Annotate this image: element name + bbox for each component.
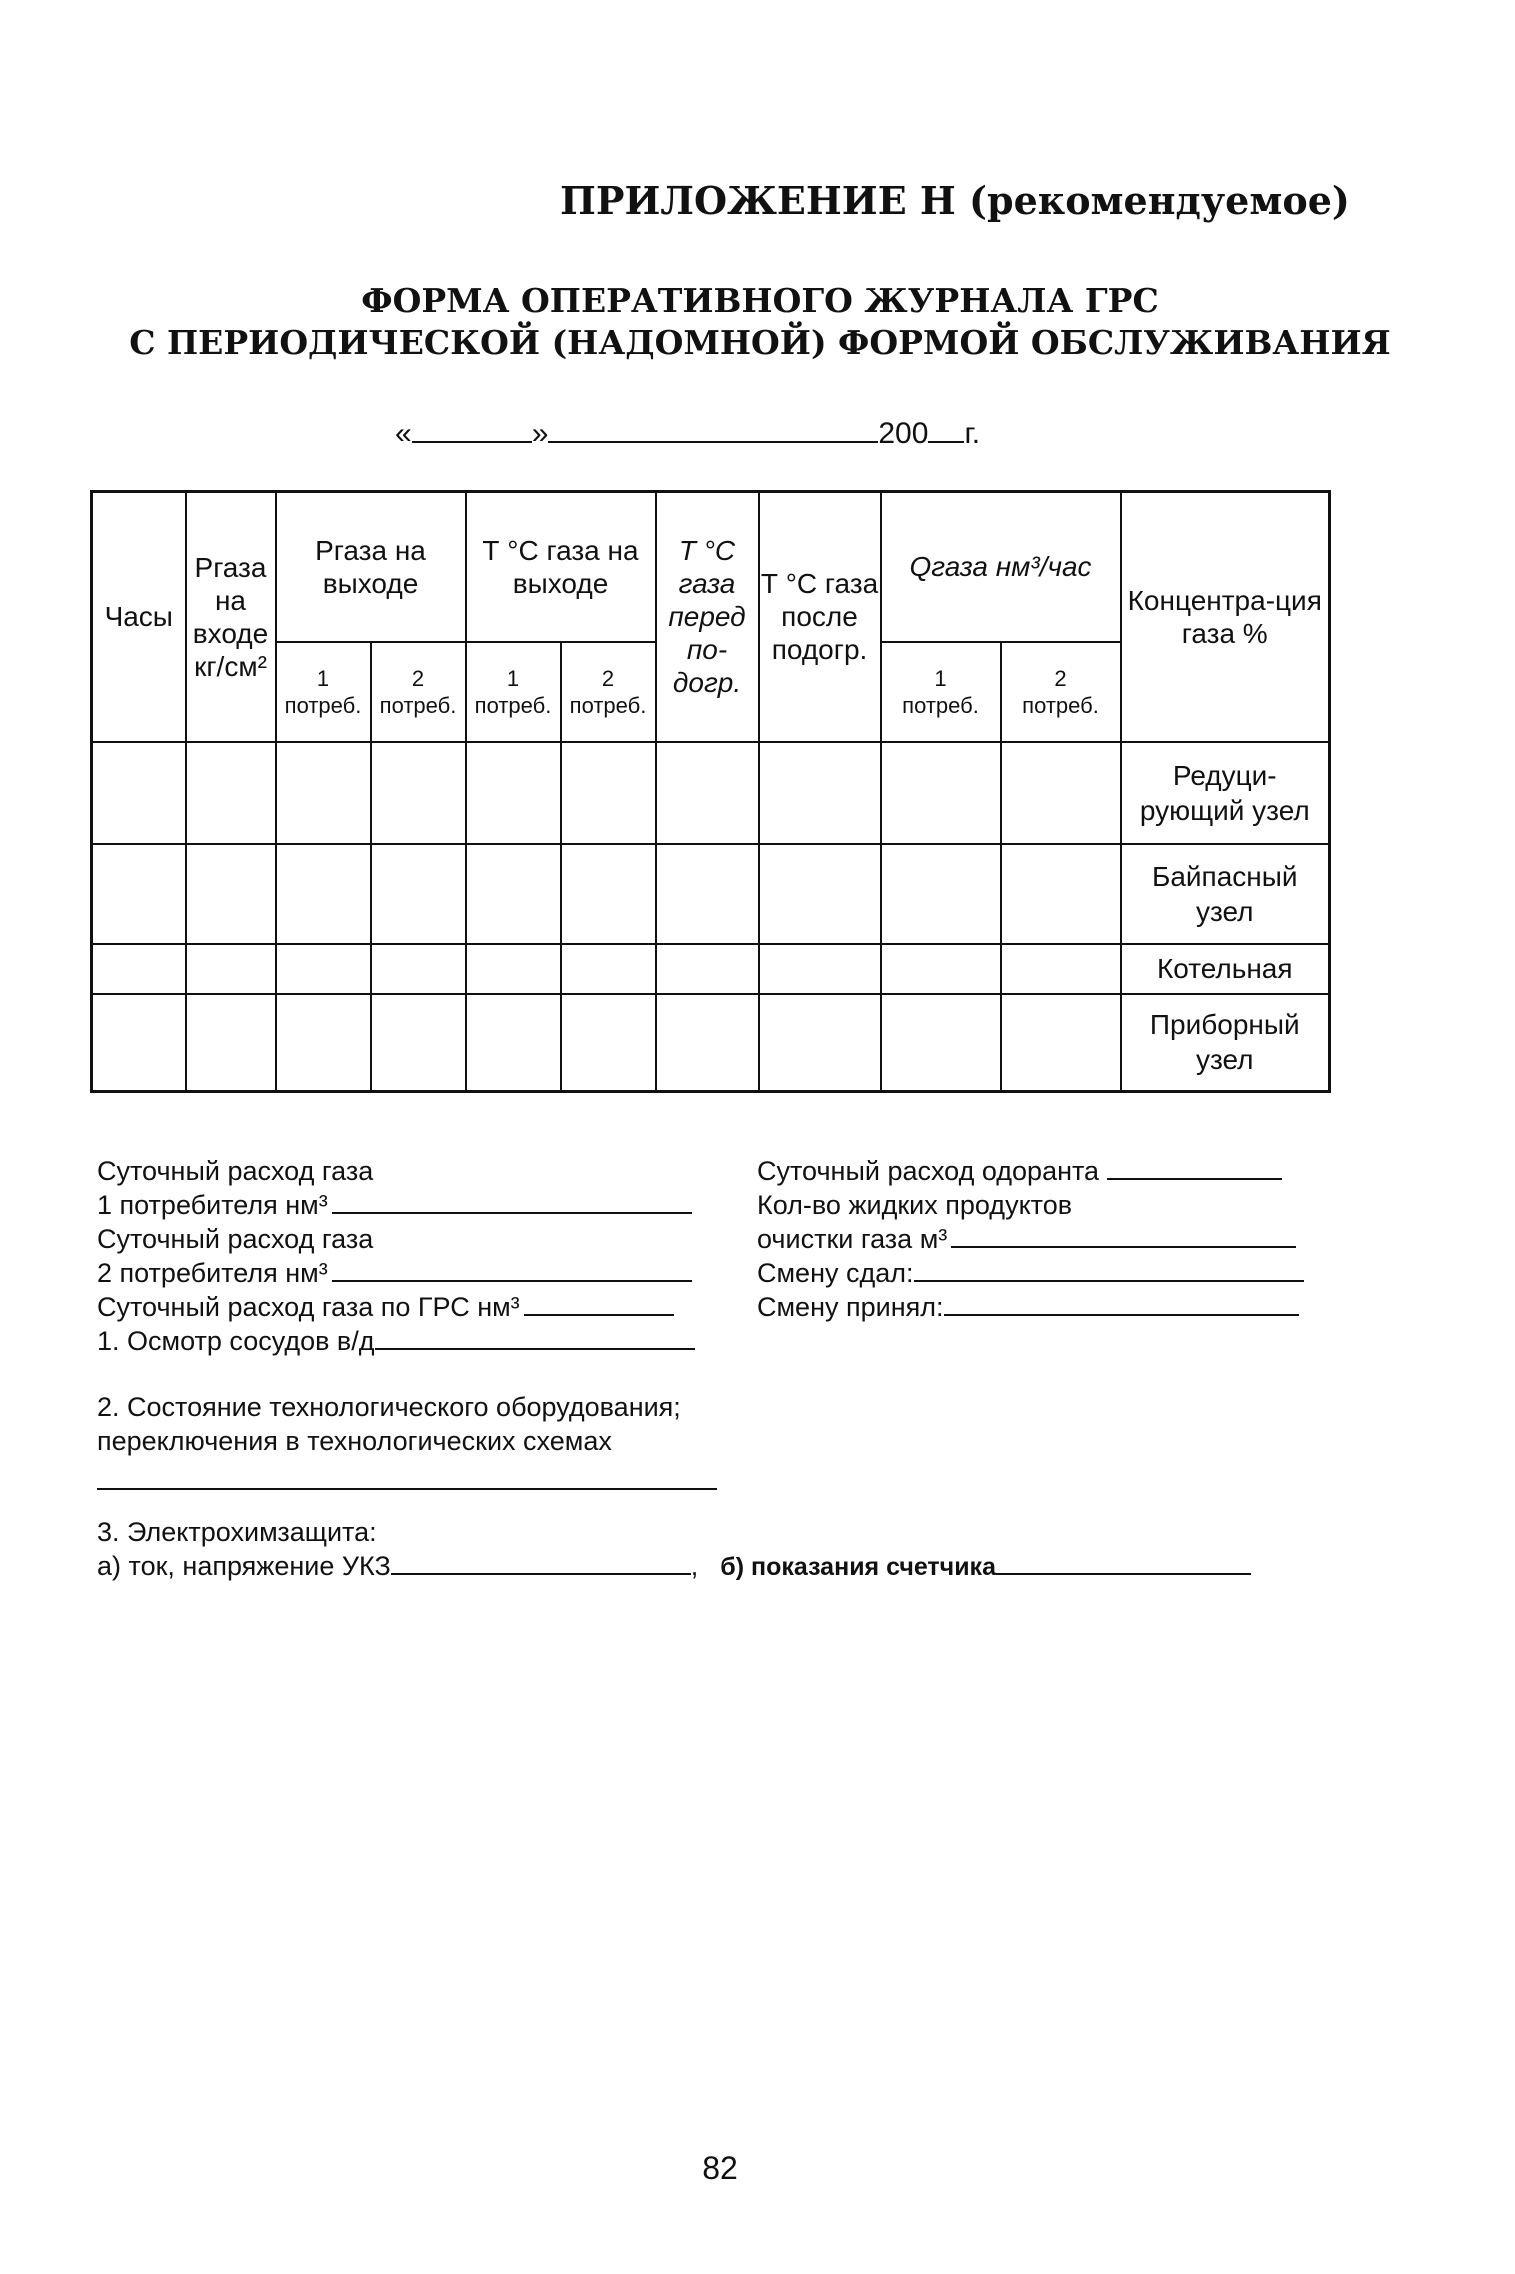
date-close-quote: » <box>531 417 549 450</box>
year-blank[interactable] <box>928 415 964 443</box>
row-label-instrument: Приборный узел <box>1121 994 1330 1092</box>
header-concentration: Концентра-ция газа % <box>1121 492 1330 742</box>
equipment-state-field[interactable] <box>97 1468 717 1490</box>
shift-handed-label: Смену сдал: <box>757 1258 914 1288</box>
table-row <box>92 994 1330 1092</box>
ukz-comma: , <box>690 1551 699 1581</box>
meter-reading-label: б) показания счетчика <box>720 1553 996 1581</box>
page-number: 82 <box>702 2150 738 2186</box>
header-temp-after: Т °С газа после подогр. <box>759 492 881 742</box>
header-hours: Часы <box>92 492 186 742</box>
sub-flow-1: 1 потреб. <box>881 642 1001 742</box>
date-open-quote: « <box>395 417 412 450</box>
sub-temp-2: 2 потреб. <box>561 642 656 742</box>
header-pressure-out: Ргаза на выходе <box>276 492 466 642</box>
appendix-title: ПРИЛОЖЕНИЕ Н (рекомендуемое) <box>560 178 1350 223</box>
table-row <box>92 844 1330 944</box>
header-temp-out: Т °С газа на выходе <box>466 492 656 642</box>
footer-left <box>97 1154 695 1358</box>
table-row <box>92 742 1330 844</box>
journal-table <box>90 490 1331 1093</box>
daily-gas-2-unit: 2 потребителя нм³ <box>97 1258 328 1288</box>
odorant-field[interactable] <box>1107 1154 1282 1180</box>
header-gas-flow: Qгаза нм³/час <box>881 492 1121 642</box>
liquid-products-field[interactable] <box>951 1234 1296 1248</box>
ukz-field[interactable] <box>391 1549 691 1575</box>
footer-right <box>757 1154 1304 1324</box>
equipment-state <box>97 1390 717 1490</box>
electrochem-label: 3. Электрохимзащита: <box>97 1517 377 1547</box>
date-line <box>395 415 980 451</box>
form-title-line1: ФОРМА ОПЕРАТИВНОГО ЖУРНАЛА ГРС <box>361 281 1159 320</box>
header-temp-before: Т °С газа перед по-догр. <box>656 492 759 742</box>
sub-pressure-2: 2 потреб. <box>371 642 466 742</box>
ukz-label: а) ток, напряжение УКЗ <box>97 1551 391 1581</box>
sub-temp-1: 1 потреб. <box>466 642 561 742</box>
electrochem-protection <box>97 1515 1251 1584</box>
form-title <box>60 280 1460 364</box>
vessel-inspection-field[interactable] <box>375 1324 695 1350</box>
form-title-line2: С ПЕРИОДИЧЕСКОЙ (НАДОМНОЙ) ФОРМОЙ ОБСЛУЖИВАНИЯ <box>129 323 1391 362</box>
daily-gas-grs-label: Суточный расход газа по ГРС нм³ <box>97 1292 520 1322</box>
daily-gas-2-label: Суточный расход газа <box>97 1224 374 1254</box>
row-label-reducing: Редуци-рующий узел <box>1121 742 1330 844</box>
day-blank[interactable] <box>412 415 532 443</box>
year-suffix: г. <box>964 417 981 450</box>
month-blank[interactable] <box>548 415 878 443</box>
odorant-label: Суточный расход одоранта <box>757 1156 1100 1186</box>
vessel-inspection-label: 1. Осмотр сосудов в/д <box>97 1326 375 1356</box>
daily-gas-2-field[interactable] <box>332 1268 692 1282</box>
equipment-state-label: 2. Состояние технологического оборудования; <box>97 1392 681 1422</box>
daily-gas-1-unit: 1 потребителя нм³ <box>97 1190 328 1220</box>
daily-gas-grs-field[interactable] <box>524 1302 674 1316</box>
header-pressure-in: Ргаза на входе кг/см² <box>186 492 276 742</box>
sub-flow-2: 2 потреб. <box>1001 642 1121 742</box>
table-row <box>92 944 1330 994</box>
shift-accepted-label: Смену принял: <box>757 1292 944 1322</box>
row-label-bypass: Байпасный узел <box>1121 844 1330 944</box>
shift-accepted-field[interactable] <box>944 1290 1299 1316</box>
liquid-products-unit: очистки газа м³ <box>757 1224 948 1254</box>
scheme-switching-label: переключения в технологических схемах <box>97 1426 612 1456</box>
shift-handed-field[interactable] <box>914 1256 1304 1282</box>
liquid-products-label: Кол-во жидких продуктов <box>757 1190 1073 1220</box>
year-prefix: 200 <box>878 417 929 450</box>
daily-gas-1-field[interactable] <box>332 1200 692 1214</box>
meter-reading-field[interactable] <box>996 1549 1251 1575</box>
daily-gas-1-label: Суточный расход газа <box>97 1156 374 1186</box>
sub-pressure-1: 1 потреб. <box>276 642 371 742</box>
row-label-boiler: Котельная <box>1121 944 1330 994</box>
